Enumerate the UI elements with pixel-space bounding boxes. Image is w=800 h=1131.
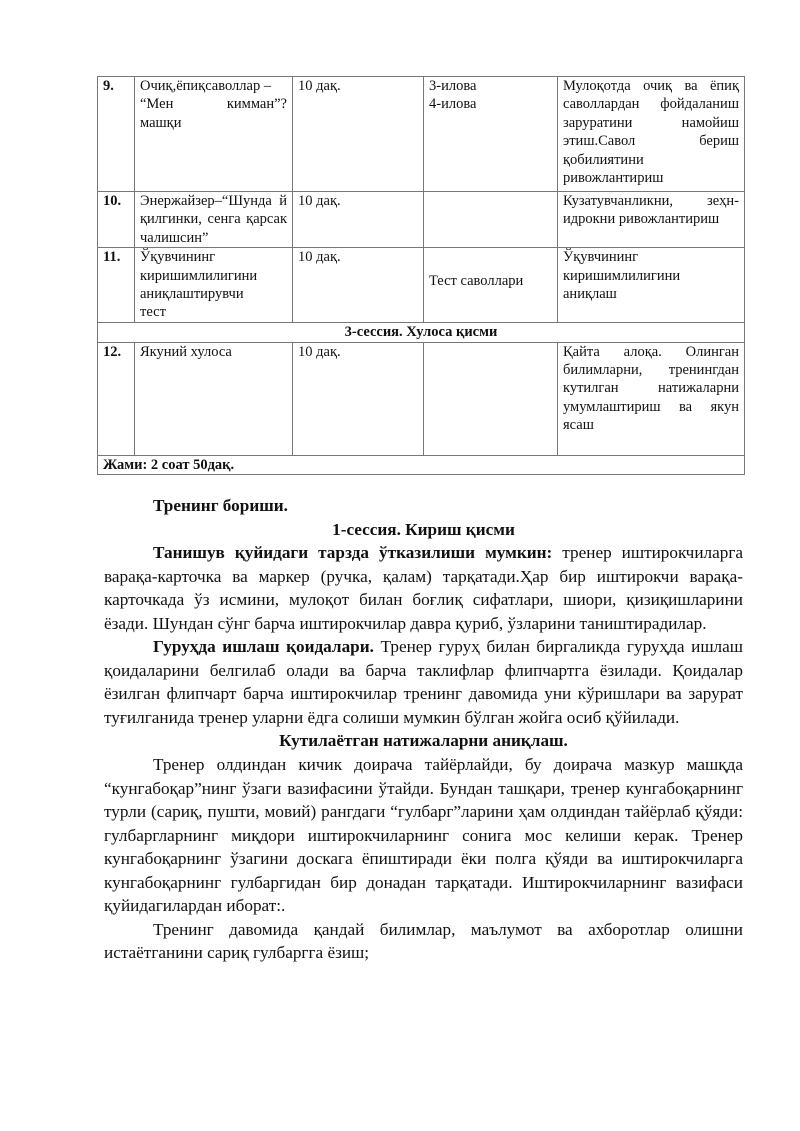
- activity-line: киришимлилигини: [140, 267, 258, 284]
- goal-line: аниқлаш: [563, 286, 617, 303]
- goal-line: Ўқувчининг: [563, 249, 639, 266]
- session1-title: 1-сессия. Кириш қисми: [332, 519, 515, 539]
- table-row: [98, 77, 745, 192]
- activity-cell: Энержайзер–“Шунда й қилгинки, сенга қарсак чалишсин”: [135, 192, 293, 248]
- rules-bold: Гуруҳда ишлаш қоидалари.: [153, 637, 374, 657]
- duration-cell: 10 дақ.: [293, 77, 424, 192]
- row-number: 9.: [98, 77, 135, 192]
- goal-cell: Мулоқотда очиқ ва ёпиқ саволлардан фойдаланиш заруратини намойиш этиш.Савол бериш қобилиятини ривожлантириш: [558, 77, 745, 192]
- materials-cell: [424, 342, 558, 455]
- training-plan-table: [97, 76, 745, 475]
- table-row: [98, 192, 745, 248]
- expected-paragraph: Тренер олдиндан кичик доирача тайёрлайди, бу доирача мазкур машқда “кунгабоқар”нинг ўзаги вазифасини ўтайди. Бундан ташқари, тренер кунгабоқарнинг турли (сариқ, пушти, мовий) рангдаги “гулбарг”ларини ҳам олдиндан тайёрлаб қўяди: гулбаргларнинг миқдори иштирокчиларнинг сонига мос келиши керак. Тренер кунгабоқарнинг ўзагини доскага ёпиштиради ёки полга қўяди ва иштирокчиларга кунгабоқарнинг гулбаргидан бир донадан тарқатади. Иштирокчиларнинг вазифаси қуйидагилардан иборат:.: [104, 755, 743, 916]
- materials-line: 3-илова: [429, 78, 477, 94]
- table-row: [98, 248, 745, 323]
- duration-cell: 10 дақ.: [293, 248, 424, 323]
- intro-paragraph: [104, 541, 743, 635]
- activity-line: машқи: [140, 114, 182, 131]
- activity-line: “Мен кимман”?: [140, 96, 287, 113]
- materials-cell: [424, 192, 558, 248]
- body-text: [104, 494, 743, 965]
- expected-results-title: Кутилаётган натижаларни аниқлаш.: [279, 731, 568, 751]
- goal-cell: Кузатувчанликни, зеҳн-идрокни ривожлантириш: [558, 192, 745, 248]
- rules-text: Тренер гуруҳ билан биргаликда гуруҳда ишлаш қоидаларини белгилаб олади ва барча таклифлар флипчартга ёзилади. Қоидалар ёзилган флипчарт барча иштирокчилар тренинг давомида уни кўришлари ва зарурат туғилганида тренер уларни ёдга солиши мумкин бўлган жойга осиб қўйилади.: [104, 637, 743, 727]
- activity-cell: Якуний хулоса: [135, 342, 293, 455]
- session3-title: 3-сессия. Хулоса қисми: [98, 323, 745, 342]
- activity-cell: [135, 248, 293, 323]
- rules-paragraph: [104, 635, 743, 729]
- duration-cell: 10 дақ.: [293, 342, 424, 455]
- goal-cell: [558, 248, 745, 323]
- total-duration: Жами: 2 соат 50дақ.: [98, 455, 745, 474]
- materials-line: 4-илова: [429, 96, 477, 113]
- session-row: [98, 323, 745, 342]
- goal-line: киришимлилигини: [563, 267, 681, 284]
- intro-bold: Танишув қуйидаги тарзда ўтказилиши мумкин:: [153, 543, 553, 563]
- activity-line: аниқлаштирувчи: [140, 286, 244, 303]
- row-number: 12.: [98, 342, 135, 455]
- materials-cell: [424, 248, 558, 323]
- duration-cell: 10 дақ.: [293, 192, 424, 248]
- task-paragraph: Тренинг давомида қандай билимлар, маълумот ва ахборотлар олишни истаётганини сариқ гулбаргга ёзиш;: [104, 919, 743, 963]
- materials-text: Тест саволлари: [429, 273, 524, 290]
- activity-line: тест: [140, 304, 166, 321]
- activity-line: Очиқ,ёпиқсаволлар –: [140, 78, 272, 94]
- intro-text: тренер иштирокчиларга варақа-карточка ва маркер (ручка, қалам) тарқатади.Ҳар бир иштирокчи варақа-карточкада ўз исмини, мулоқот билан боғлиқ сифатлари, шиори, қизиқишларини ёзади. Шундан сўнг барча иштирокчилар давра қуриб, ўзларини таништирадилар.: [104, 543, 743, 633]
- activity-line: Ўқувчининг: [140, 249, 216, 266]
- table-row: [98, 342, 745, 455]
- materials-cell: [424, 77, 558, 192]
- goal-cell: Қайта алоқа. Олинган билимларни, тренингдан кутилган натижаларни умумлаштириш ва якун ясаш: [558, 342, 745, 455]
- row-number: 10.: [98, 192, 135, 248]
- total-row: [98, 455, 745, 474]
- training-heading: Тренинг бориши.: [153, 496, 288, 515]
- row-number: 11.: [98, 248, 135, 323]
- activity-cell: [135, 77, 293, 192]
